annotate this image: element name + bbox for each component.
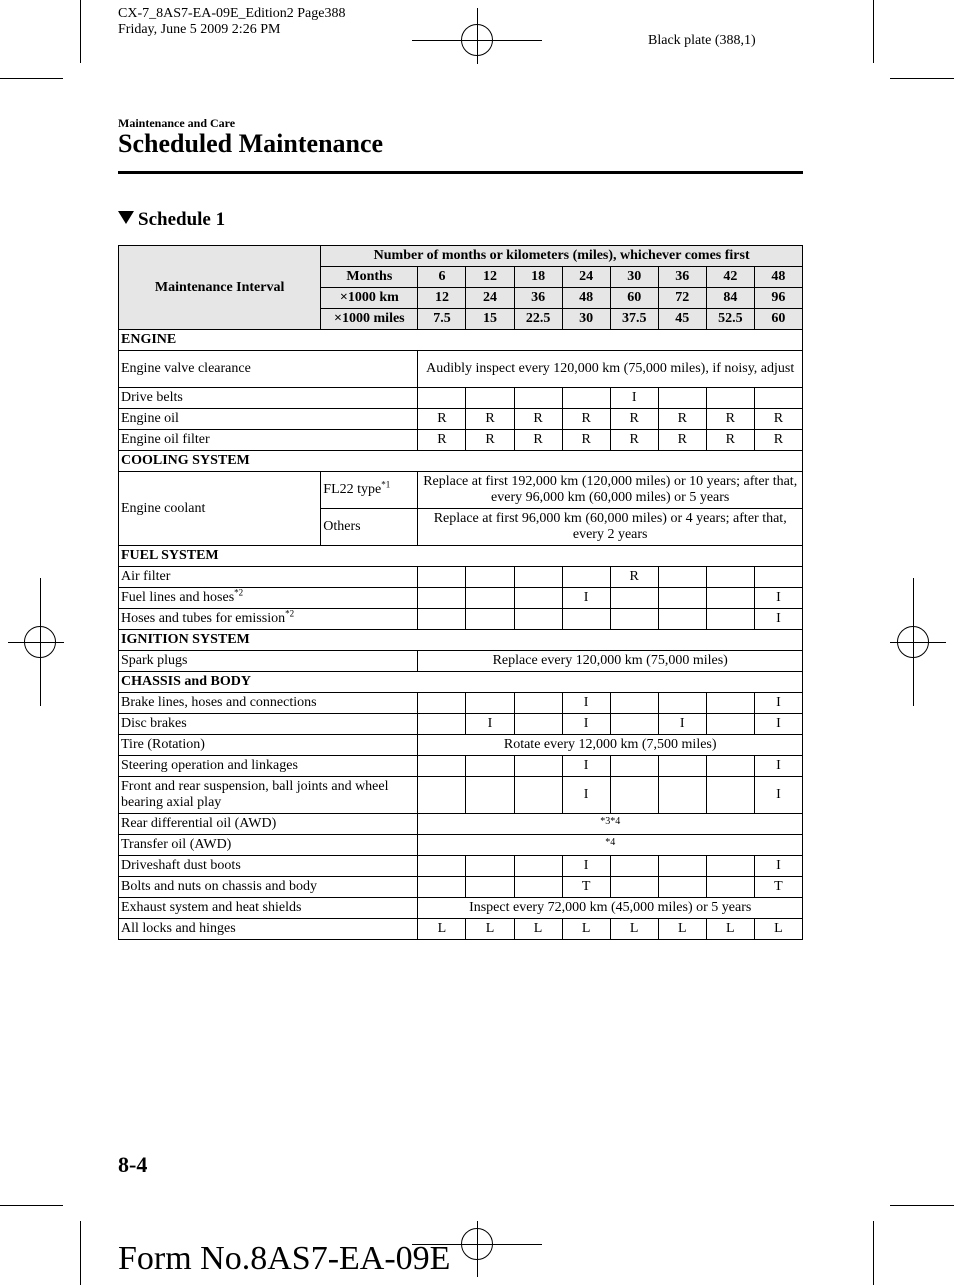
table-row (119, 388, 803, 409)
table-row (119, 856, 803, 877)
table-row (119, 877, 803, 898)
value-cell: R (514, 430, 562, 451)
header-value: 36 (514, 288, 562, 309)
section-row-engine (119, 330, 803, 351)
value-cell (514, 856, 562, 877)
value-cell (418, 567, 466, 588)
value-cell: R (466, 409, 514, 430)
value-cell (610, 693, 658, 714)
value-cell: I (754, 609, 802, 630)
value-cell (610, 777, 658, 814)
value-cell: R (466, 430, 514, 451)
header-label: ×1000 miles (321, 309, 418, 330)
header-value: 60 (754, 309, 802, 330)
header-value: 24 (466, 288, 514, 309)
value-cell: R (754, 430, 802, 451)
header-value: 22.5 (514, 309, 562, 330)
value-cell (418, 609, 466, 630)
crop-mark (890, 1205, 954, 1206)
value-cell (610, 588, 658, 609)
table-row (119, 567, 803, 588)
value-cell: L (706, 919, 754, 940)
value-cell (706, 609, 754, 630)
header-value: 7.5 (418, 309, 466, 330)
value-cell (418, 777, 466, 814)
value-cell: I (562, 856, 610, 877)
item-cell: Driveshaft dust boots (119, 856, 418, 877)
header-value: 72 (658, 288, 706, 309)
table-row (119, 693, 803, 714)
value-cell: I (562, 777, 610, 814)
item-cell: Engine oil (119, 409, 418, 430)
value-cell (466, 856, 514, 877)
item-cell: Engine valve clearance (119, 351, 418, 388)
section-row-chassis (119, 672, 803, 693)
value-cell: R (754, 409, 802, 430)
header-label: Months (321, 267, 418, 288)
value-cell: R (562, 409, 610, 430)
section-heading: COOLING SYSTEM (119, 451, 803, 472)
print-header-line1: CX-7_8AS7-EA-09E_Edition2 Page388 (118, 6, 346, 21)
header-value: 30 (610, 267, 658, 288)
crop-mark (80, 0, 81, 63)
value-cell (514, 714, 562, 735)
value-cell: I (562, 693, 610, 714)
coolant-type-cell (321, 472, 418, 509)
item-cell: Steering operation and linkages (119, 756, 418, 777)
note-cell: Audibly inspect every 120,000 km (75,000 miles), if noisy, adjust (418, 351, 803, 388)
value-cell (610, 877, 658, 898)
registration-circle (461, 24, 493, 56)
value-cell (658, 567, 706, 588)
registration-circle (897, 626, 929, 658)
value-cell (658, 388, 706, 409)
value-cell: R (514, 409, 562, 430)
value-cell: I (754, 777, 802, 814)
value-cell (706, 693, 754, 714)
title-rule (118, 171, 803, 174)
value-cell: I (562, 756, 610, 777)
value-cell (466, 693, 514, 714)
value-cell (658, 777, 706, 814)
maintenance-schedule-table (118, 245, 803, 940)
value-cell (418, 588, 466, 609)
header-value: 24 (562, 267, 610, 288)
value-cell: L (754, 919, 802, 940)
value-cell (610, 756, 658, 777)
value-cell: I (562, 714, 610, 735)
value-cell (514, 693, 562, 714)
section-heading: CHASSIS and BODY (119, 672, 803, 693)
table-row (119, 651, 803, 672)
value-cell (466, 609, 514, 630)
header-value: 15 (466, 309, 514, 330)
value-cell (514, 756, 562, 777)
note-cell: Rotate every 12,000 km (7,500 miles) (418, 735, 803, 756)
header-value: 52.5 (706, 309, 754, 330)
item-cell: Engine coolant (119, 472, 321, 546)
footnote-ref: *2 (234, 587, 244, 598)
value-cell: R (562, 430, 610, 451)
value-cell (418, 693, 466, 714)
value-cell (562, 388, 610, 409)
value-cell (706, 588, 754, 609)
value-cell: L (514, 919, 562, 940)
value-cell (514, 388, 562, 409)
value-cell (418, 877, 466, 898)
header-value: 12 (418, 288, 466, 309)
item-cell: Transfer oil (AWD) (119, 835, 418, 856)
item-cell (119, 609, 418, 630)
header-value: 60 (610, 288, 658, 309)
footnote-cell: *4 (418, 835, 803, 856)
value-cell: L (658, 919, 706, 940)
section-heading: FUEL SYSTEM (119, 546, 803, 567)
value-cell: L (562, 919, 610, 940)
value-cell (514, 877, 562, 898)
table-row (119, 714, 803, 735)
section-heading: IGNITION SYSTEM (119, 630, 803, 651)
value-cell (610, 856, 658, 877)
item-cell: Drive belts (119, 388, 418, 409)
value-cell: R (658, 430, 706, 451)
crop-mark (890, 78, 954, 79)
value-cell (706, 877, 754, 898)
page-number: 8-4 (118, 1152, 148, 1177)
header-value: 48 (754, 267, 802, 288)
table-row (119, 756, 803, 777)
value-cell: R (418, 409, 466, 430)
section-row-cooling (119, 451, 803, 472)
value-cell: L (610, 919, 658, 940)
item-cell: Exhaust system and heat shields (119, 898, 418, 919)
table-row (119, 609, 803, 630)
footnote-ref: *1 (381, 479, 391, 490)
value-cell (610, 609, 658, 630)
value-cell (514, 567, 562, 588)
table-row (119, 898, 803, 919)
value-cell: I (754, 588, 802, 609)
item-label: Hoses and tubes for emission (121, 611, 286, 626)
value-cell: L (466, 919, 514, 940)
value-cell: I (466, 714, 514, 735)
value-cell: I (562, 588, 610, 609)
footnote-ref: *2 (285, 608, 295, 619)
value-cell (706, 856, 754, 877)
print-header-line2: Friday, June 5 2009 2:26 PM (118, 22, 281, 37)
coolant-type-cell: Others (321, 509, 418, 546)
value-cell (658, 609, 706, 630)
value-cell: R (610, 567, 658, 588)
header-value: 6 (418, 267, 466, 288)
value-cell: I (754, 714, 802, 735)
crop-mark (873, 1221, 874, 1285)
value-cell: I (754, 693, 802, 714)
value-cell (658, 877, 706, 898)
section-row-fuel (119, 546, 803, 567)
page-title: Scheduled Maintenance (118, 129, 384, 158)
note-cell: Inspect every 72,000 km (45,000 miles) or 5 years (418, 898, 803, 919)
item-cell: Rear differential oil (AWD) (119, 814, 418, 835)
value-cell (466, 388, 514, 409)
value-cell: I (754, 756, 802, 777)
item-cell: Front and rear suspension, ball joints and wheel bearing axial play (119, 777, 418, 814)
registration-circle (24, 626, 56, 658)
value-cell: I (658, 714, 706, 735)
header-value: 37.5 (610, 309, 658, 330)
value-cell (706, 388, 754, 409)
table-row (119, 472, 803, 509)
table-row (119, 919, 803, 940)
value-cell: R (610, 409, 658, 430)
value-cell (466, 777, 514, 814)
coolant-type-label: FL22 type (323, 482, 382, 497)
value-cell (514, 609, 562, 630)
value-cell (466, 877, 514, 898)
value-cell (658, 856, 706, 877)
section-label: Maintenance and Care (118, 116, 236, 130)
header-value: 45 (658, 309, 706, 330)
item-cell (119, 588, 418, 609)
item-label: Fuel lines and hoses (121, 590, 235, 605)
header-value: 30 (562, 309, 610, 330)
crop-mark (0, 1205, 63, 1206)
subtitle (118, 209, 225, 231)
value-cell: T (562, 877, 610, 898)
value-cell (562, 609, 610, 630)
header-value: 42 (706, 267, 754, 288)
header-value: 12 (466, 267, 514, 288)
value-cell (418, 714, 466, 735)
header-row-top (119, 246, 803, 267)
header-value: 48 (562, 288, 610, 309)
value-cell: R (658, 409, 706, 430)
interval-label-cell: Maintenance Interval (119, 246, 321, 330)
table-row (119, 835, 803, 856)
print-header-info (118, 6, 345, 38)
item-cell: Brake lines, hoses and connections (119, 693, 418, 714)
header-label: ×1000 km (321, 288, 418, 309)
value-cell (706, 777, 754, 814)
item-cell: Spark plugs (119, 651, 418, 672)
table-row (119, 735, 803, 756)
value-cell (706, 756, 754, 777)
value-cell (466, 588, 514, 609)
value-cell (754, 567, 802, 588)
triangle-down-icon (118, 211, 134, 224)
item-cell: Air filter (119, 567, 418, 588)
value-cell (658, 588, 706, 609)
value-cell: T (754, 877, 802, 898)
item-cell: All locks and hinges (119, 919, 418, 940)
value-cell (706, 714, 754, 735)
value-cell (418, 756, 466, 777)
note-cell: Replace every 120,000 km (75,000 miles) (418, 651, 803, 672)
value-cell (658, 693, 706, 714)
header-value: 84 (706, 288, 754, 309)
plate-label: Black plate (388,1) (648, 33, 756, 48)
value-cell: R (706, 409, 754, 430)
item-cell: Bolts and nuts on chassis and body (119, 877, 418, 898)
item-cell: Engine oil filter (119, 430, 418, 451)
header-value: 96 (754, 288, 802, 309)
value-cell (466, 756, 514, 777)
footnote-cell: *3*4 (418, 814, 803, 835)
table-row (119, 814, 803, 835)
section-heading: ENGINE (119, 330, 803, 351)
value-cell (754, 388, 802, 409)
value-cell: R (418, 430, 466, 451)
value-cell (418, 856, 466, 877)
value-cell: R (706, 430, 754, 451)
crop-mark (0, 78, 63, 79)
table-row (119, 430, 803, 451)
table-row (119, 351, 803, 388)
value-cell (418, 388, 466, 409)
value-cell (466, 567, 514, 588)
section-row-ignition (119, 630, 803, 651)
registration-circle (461, 1228, 493, 1260)
value-cell (562, 567, 610, 588)
form-number: Form No.8AS7-EA-09E (118, 1240, 451, 1277)
table-row (119, 588, 803, 609)
value-cell: L (418, 919, 466, 940)
crop-mark (873, 0, 874, 63)
subtitle-text: Schedule 1 (138, 209, 226, 230)
header-value: 18 (514, 267, 562, 288)
table-row (119, 777, 803, 814)
item-cell: Tire (Rotation) (119, 735, 418, 756)
note-cell: Replace at first 192,000 km (120,000 miles) or 10 years; after that, every 96,000 km (60,000 miles) or 5 years (418, 472, 803, 509)
header-value: 36 (658, 267, 706, 288)
top-header-cell: Number of months or kilometers (miles), whichever comes first (321, 246, 803, 267)
value-cell (706, 567, 754, 588)
table-row (119, 409, 803, 430)
value-cell: I (754, 856, 802, 877)
value-cell (514, 777, 562, 814)
value-cell (658, 756, 706, 777)
value-cell (610, 714, 658, 735)
value-cell (514, 588, 562, 609)
item-cell: Disc brakes (119, 714, 418, 735)
crop-mark (80, 1221, 81, 1285)
value-cell: R (610, 430, 658, 451)
value-cell: I (610, 388, 658, 409)
note-cell: Replace at first 96,000 km (60,000 miles) or 4 years; after that, every 2 years (418, 509, 803, 546)
